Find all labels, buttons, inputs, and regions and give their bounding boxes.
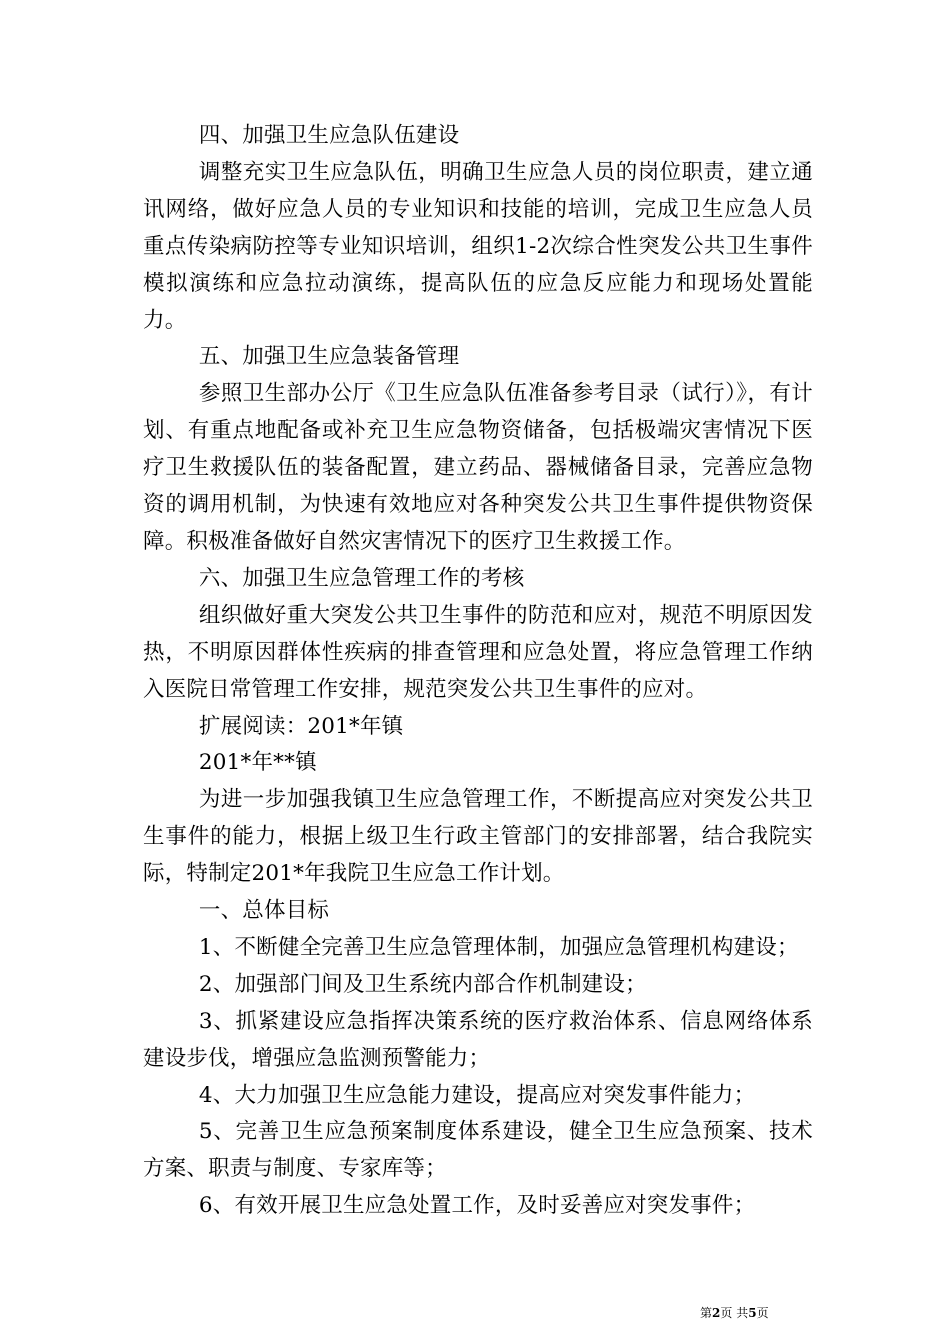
list-item: 5、完善卫生应急预案制度体系建设，健全卫生应急预案、技术方案、职责与制度、专家库等； [143,1119,813,1182]
body-paragraph: 为进一步加强我镇卫生应急管理工作，不断提高应对突发公共卫生事件的能力，根据上级卫生行政主管部门的安排部署，结合我院实际，特制定201*年我院卫生应急工作计划。 [143,787,813,887]
section-heading-5: 五、加强卫生应急装备管理 [198,344,460,370]
footer-prefix: 第 [700,1306,713,1320]
total-pages-number: 5 [748,1306,757,1320]
document-body [143,118,813,1225]
body-paragraph: 组织做好重大突发公共卫生事件的防范和应对，规范不明原因发热，不明原因群体性疾病的排查管理和应急处置，将应急管理工作纳入医院日常管理工作安排，规范突发公共卫生事件的应对。 [143,602,813,702]
current-page-number: 2 [712,1306,721,1320]
list-item: 4、大力加强卫生应急能力建设，提高应对突发事件能力； [198,1082,756,1108]
list-item: 2、加强部门间及卫生系统内部合作机制建设； [198,971,647,997]
subtitle-line: 201*年**镇 [198,750,317,776]
list-item: 1、不断健全完善卫生应急管理体制，加强应急管理机构建设； [198,934,799,960]
list-item: 6、有效开展卫生应急处置工作，及时妥善应对突发事件； [198,1193,756,1219]
section-heading-6: 六、加强卫生应急管理工作的考核 [198,565,525,591]
section-heading-1: 一、总体目标 [198,898,330,924]
section-heading-4: 四、加强卫生应急队伍建设 [198,123,460,148]
body-paragraph: 参照卫生部办公厅《卫生应急队伍准备参考目录（试行）》，有计划、有重点地配备或补充卫生应急物资储备，包括极端灾害情况下医疗卫生救援队伍的装备配置，建立药品、器械储备目录，完善应急物资的调用机制，为快速有效地应对各种突发公共卫生事件提供物资保障。积极准备做好自然灾害情况下的医疗卫生救援工作。 [143,381,813,554]
footer-suffix: 页 [756,1306,769,1320]
list-item: 3、抓紧建设应急指挥决策系统的医疗救治体系、信息网络体系建设步伐，增强应急监测预警能力； [143,1008,813,1071]
page-number-footer [700,1305,769,1321]
body-paragraph: 调整充实卫生应急队伍，明确卫生应急人员的岗位职责，建立通讯网络，做好应急人员的专业知识和技能的培训，完成卫生应急人员重点传染病防控等专业知识培训，组织1-2次综合性突发公共卫生事件模拟演练和应急拉动演练，提高队伍的应急反应能力和现场处置能力。 [143,159,813,333]
extended-reading-line: 扩展阅读：201*年镇 [198,713,404,739]
footer-middle: 页 共 [720,1306,749,1320]
